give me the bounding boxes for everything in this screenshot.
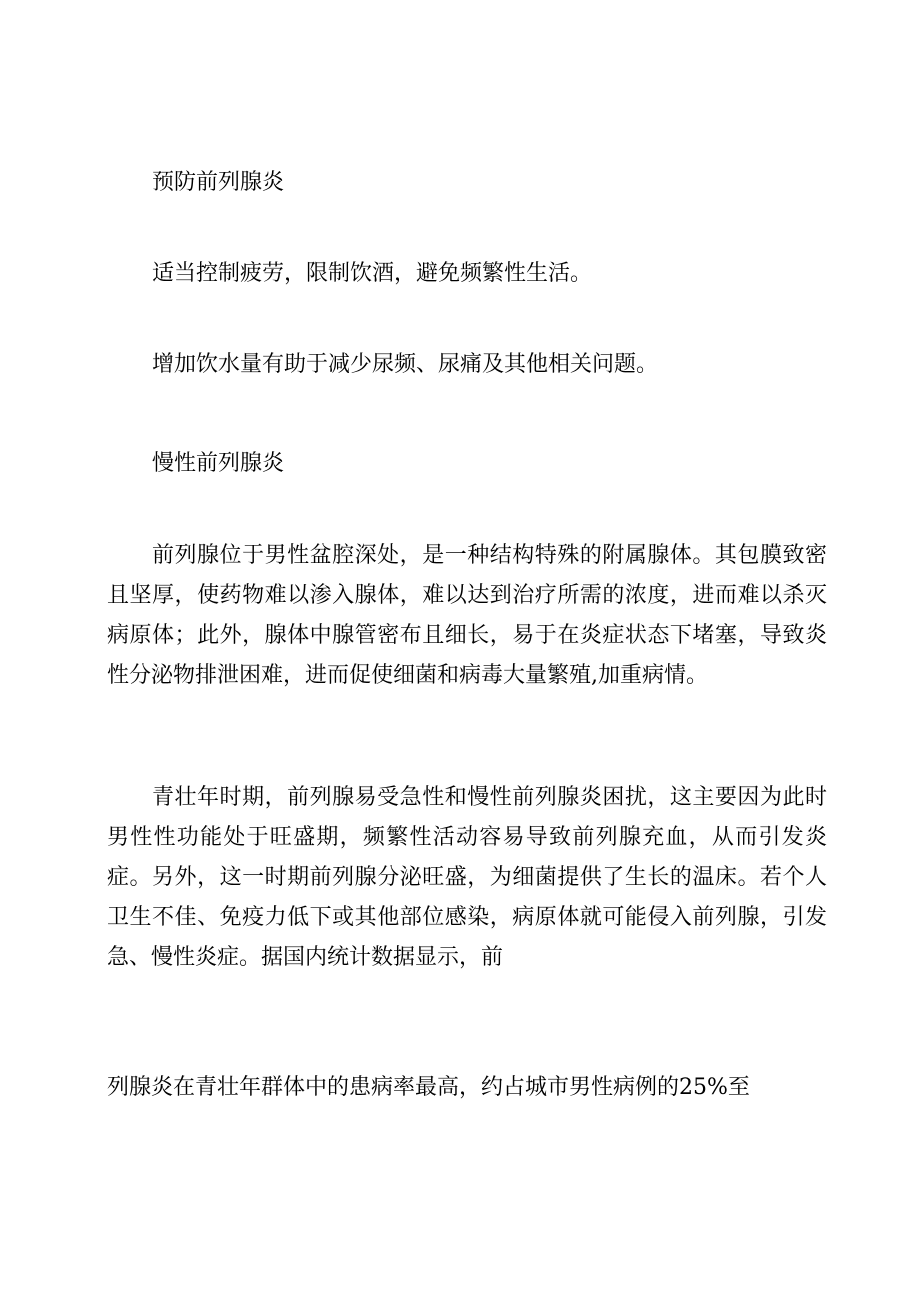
tip-fatigue: 适当控制疲劳，限制饮酒，避免频繁性生活。 [152, 261, 593, 286]
heading-chronic: 慢性前列腺炎 [152, 451, 285, 476]
paragraph-youth: 青壮年时期，前列腺易受急性和慢性前列腺炎困扰，这主要因为此时男性性功能处于旺盛期，频繁性活动容易导致前列腺充血，从而引发炎症。另外，这一时期前列腺分泌旺盛，为细菌提供了生长的温床。若个人卫生不佳、免疫力低下或其他部位感染，病原体就可能侵入前列腺，引发急、慢性炎症。据国内统计数据显示，前 [107, 785, 827, 970]
paragraph-statistics: 列腺炎在青壮年群体中的患病率最高，约占城市男性病例的25%至 [107, 1075, 750, 1100]
tip-water: 增加饮水量有助于减少尿频、尿痛及其他相关问题。 [152, 352, 659, 377]
paragraph-anatomy: 前列腺位于男性盆腔深处，是一种结构特殊的附属腺体。其包膜致密且坚厚，使药物难以渗入腺体，难以达到治疗所需的浓度，进而难以杀灭病原体；此外，腺体中腺管密布且细长，易于在炎症状态下堵塞，导致炎性分泌物排泄困难，进而促使细菌和病毒大量繁殖,加重病情。 [107, 543, 827, 688]
heading-prevention: 预防前列腺炎 [152, 170, 285, 195]
